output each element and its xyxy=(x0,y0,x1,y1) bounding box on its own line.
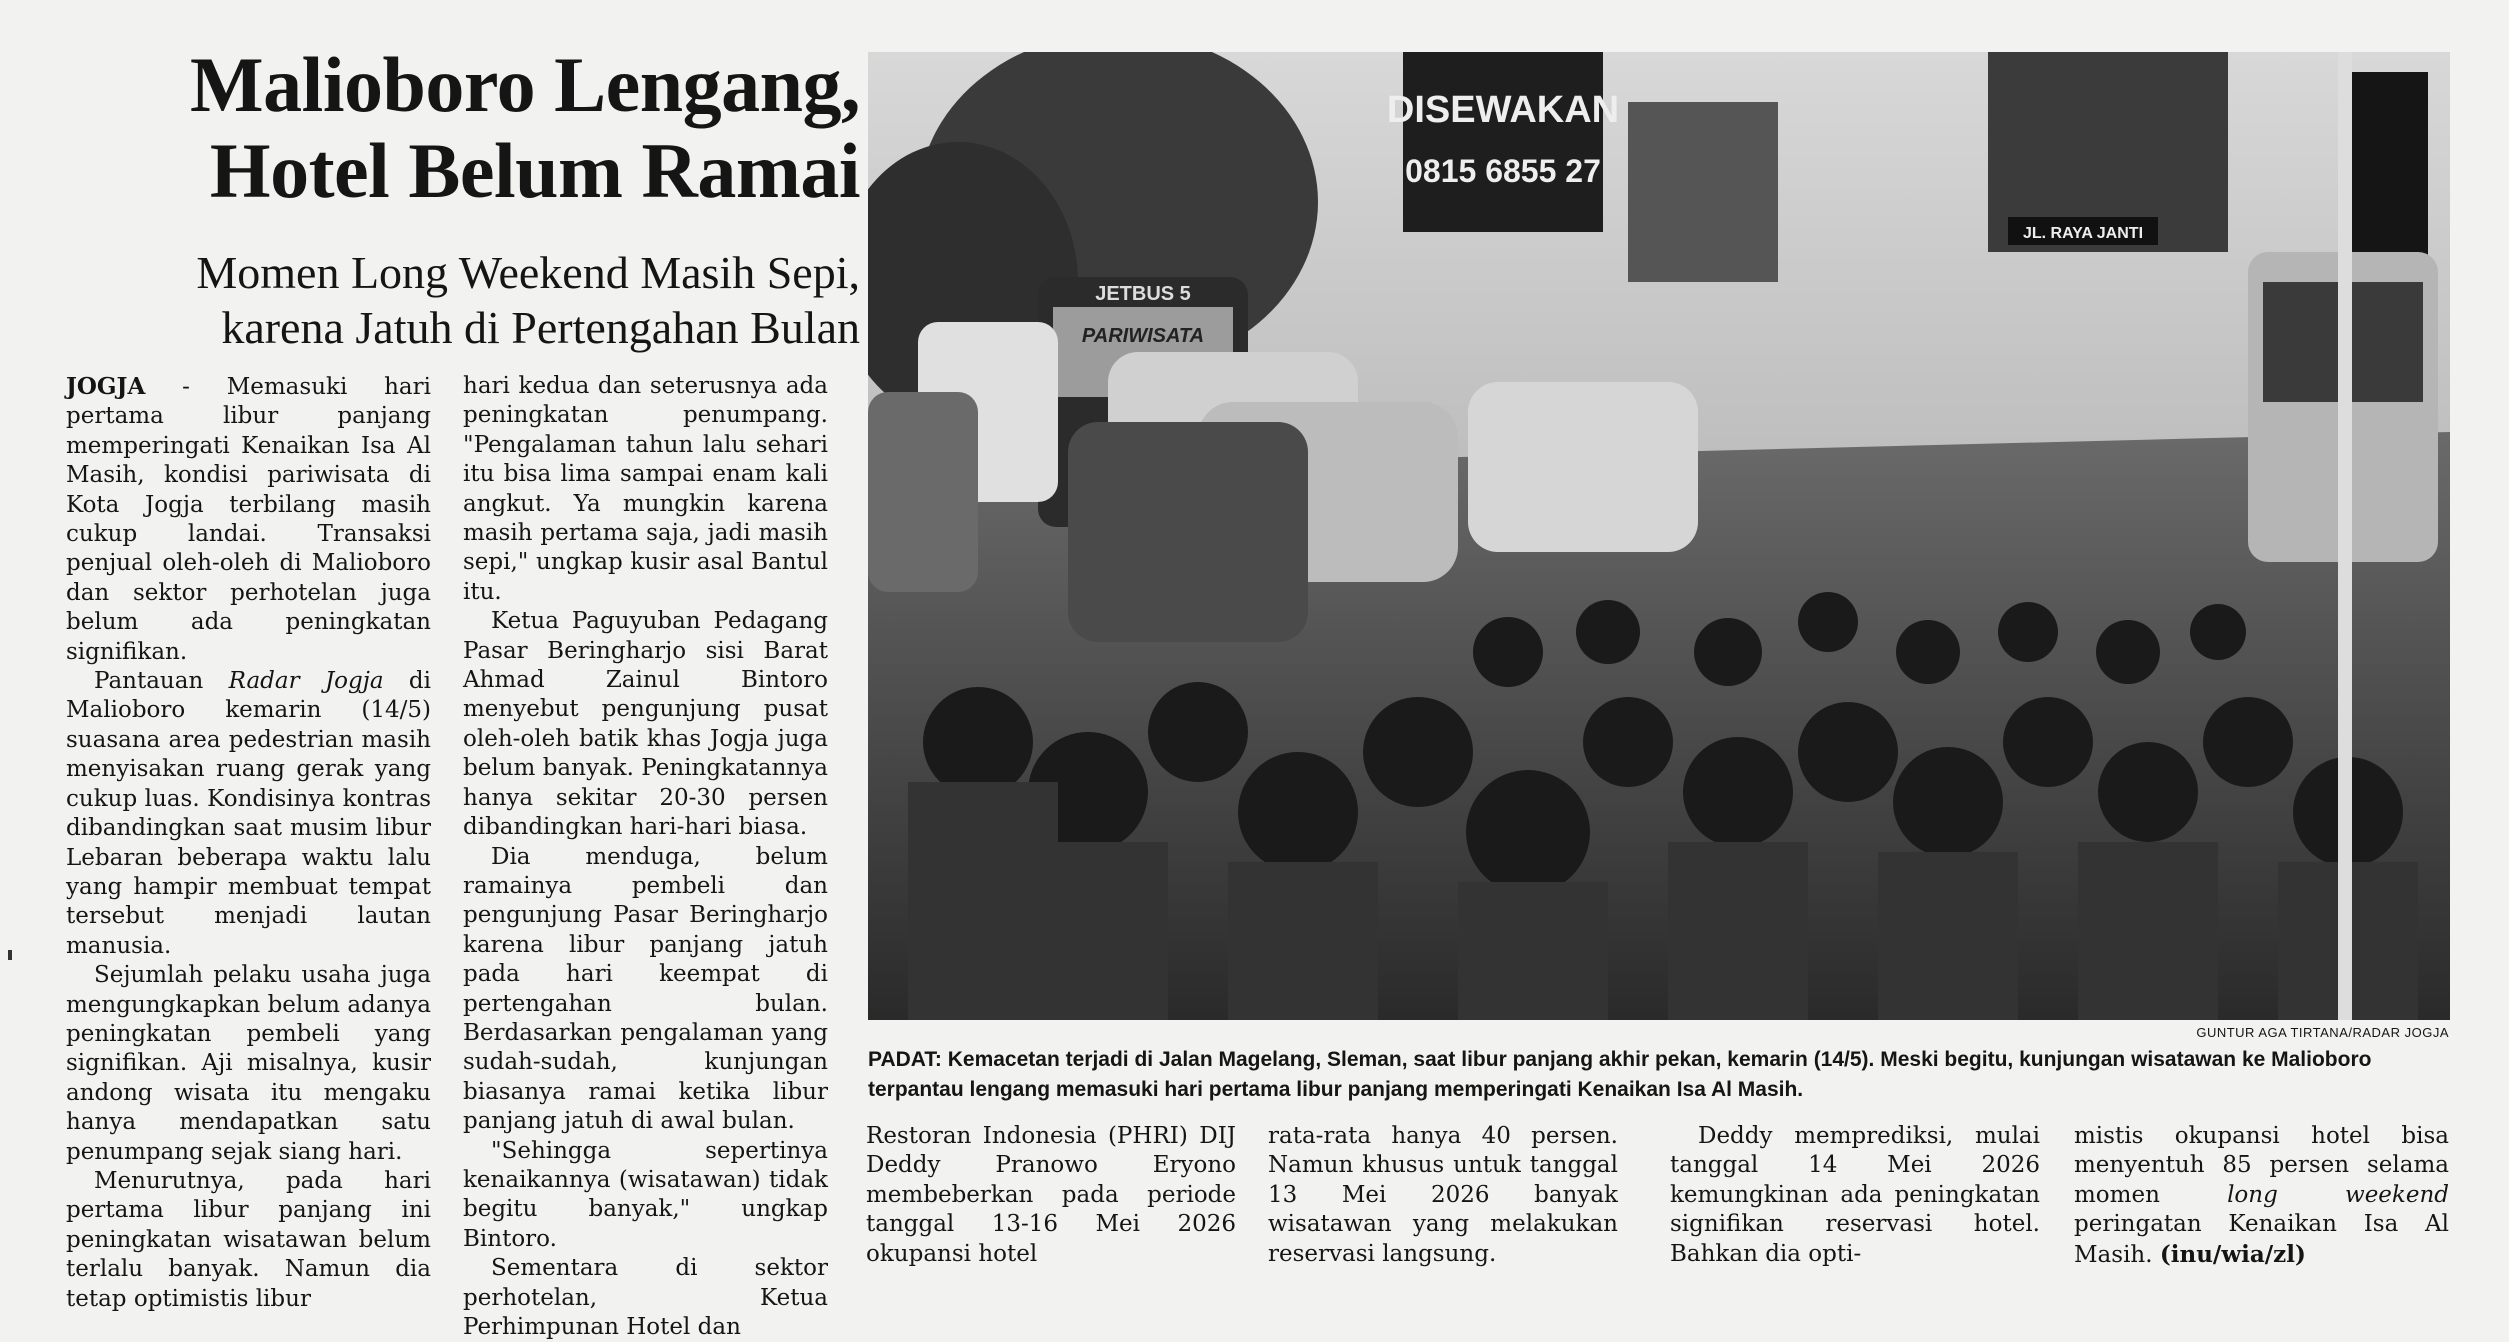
paragraph: Ketua Paguyuban Pedagang Pasar Beringharjo sisi Barat Ahmad Zainul Bintoro menyebut pengunjung pusat oleh-oleh batik khas Jogja juga belum banyak. Peningkatannya hanya sekitar 20-30 persen dibandingkan hari-hari biasa. xyxy=(463,608,828,841)
caption-label: PADAT: xyxy=(868,1048,942,1071)
subhead-line-2: karena Jatuh di Pertengahan Bulan xyxy=(221,302,860,353)
photo-credit: GUNTUR AGA TIRTANA/RADAR JOGJA xyxy=(2196,1025,2449,1040)
paragraph: hari kedua dan seterusnya ada peningkatan penumpang. "Pengalaman tahun lalu sehari itu bisa lima sampai enam kali angkut. Ya mungkin karena masih pertama saja, jadi masih sepi," ungkap kusir asal Bantul itu. xyxy=(463,373,828,605)
subheadline xyxy=(60,245,860,355)
paragraph: Menurutnya, pada hari pertama libur panjang ini peningkatan wisatawan belum terlalu banyak. Namun dia tetap optimistis libur xyxy=(66,1167,431,1312)
billboard-text: DISEWAKAN xyxy=(1386,89,1620,131)
car xyxy=(1468,382,1698,552)
photo-caption xyxy=(868,1045,2450,1105)
paragraph: Dia menduga, belum ramainya pembeli dan pengunjung Pasar Beringharjo karena libur panjang jatuh pada hari keempat di pertengahan bulan. Berdasarkan pengalaman yang sudah-sudah, kunjungan biasanya ramai ketika libur panjang jatuh di awal bulan. xyxy=(463,843,828,1135)
billboard xyxy=(1403,52,1603,232)
paragraph: Sementara di sektor perhotelan, Ketua Perhimpunan Hotel dan xyxy=(463,1255,828,1340)
paragraph: JOGJA - Memasuki hari pertama libur panjang memperingati Kenaikan Isa Al Masih, kondisi pariwisata di Kota Jogja terbilang masih cukup landai. Transaksi penjual oleh-oleh di Malioboro dan sektor perhotelan juga belum ada peningkatan signifikan. xyxy=(66,373,431,665)
traffic-jam-photo xyxy=(868,52,2450,1020)
billboard-phone: 0815 6855 27 xyxy=(1405,153,1601,189)
headline-line-2: Hotel Belum Ramai xyxy=(209,127,860,214)
headline xyxy=(60,42,860,214)
dateline: JOGJA xyxy=(66,373,146,400)
article-column-2 xyxy=(463,372,828,1342)
author-initials: (inu/wia/zl) xyxy=(2159,1240,2306,1268)
paragraph: Sejumlah pelaku usaha juga mengungkapkan belum adanya peningkatan pembeli yang signifikan. Aji misalnya, kusir andong wisata itu mengaku hanya mendapatkan satu penumpang sejak siang hari. xyxy=(66,962,431,1165)
street-sign-text: JL. RAYA JANTI xyxy=(2022,225,2144,242)
car xyxy=(1068,422,1308,642)
car xyxy=(868,392,978,592)
subhead-line-1: Momen Long Weekend Masih Sepi, xyxy=(196,247,860,298)
paragraph: "Sehingga sepertinya kenaikannya (wisatawan) tidak begitu banyak," ungkap Bintoro. xyxy=(463,1137,828,1252)
newspaper-name: Radar Jogja xyxy=(228,668,384,695)
svg-text:PARIWISATA: PARIWISATA xyxy=(1081,325,1205,347)
article-column-6: mistis okupansi hotel bisa menyentuh 85 persen selama momen long weekend peringatan Kenaikan Isa Al Masih. (inu/wia/zl) xyxy=(2074,1123,2449,1268)
article-column-1 xyxy=(66,372,431,1314)
article-column-3: Restoran Indonesia (PHRI) DIJ Deddy Pranowo Eryono membeberkan pada periode tanggal 13-16 Mei 2026 okupansi hotel xyxy=(866,1123,1236,1267)
caption-text: Kemacetan terjadi di Jalan Magelang, Sleman, saat libur panjang akhir pekan, kemarin (14/5). Meski begitu, kunjungan wisatawan ke Malioboro terpantau lengang memasuki hari pertama libur panjang memperingati Kenaikan Isa Al Masih. xyxy=(868,1048,2372,1101)
paragraph: Pantauan Radar Jogja di Malioboro kemarin (14/5) suasana area pedestrian masih menyisakan ruang gerak yang cukup luas. Kondisinya kontras dibandingkan saat musim libur Lebaran beberapa waktu lalu yang hampir membuat tempat tersebut menjadi lautan manusia. xyxy=(66,668,431,959)
article-column-4: rata-rata hanya 40 persen. Namun khusus untuk tanggal 13 Mei 2026 banyak wisatawan yang melakukan reservasi langsung. xyxy=(1268,1123,1618,1267)
margin-mark xyxy=(8,950,12,960)
svg-text:JETBUS 5: JETBUS 5 xyxy=(1095,283,1191,305)
billboard xyxy=(1628,102,1778,282)
news-photo xyxy=(868,52,2450,1020)
headline-line-1: Malioboro Lengang, xyxy=(190,41,860,128)
article-column-5: Deddy memprediksi, mulai tanggal 14 Mei 2026 kemungkinan ada peningkatan signifikan reservasi hotel. Bahkan dia opti- xyxy=(1670,1123,2040,1267)
